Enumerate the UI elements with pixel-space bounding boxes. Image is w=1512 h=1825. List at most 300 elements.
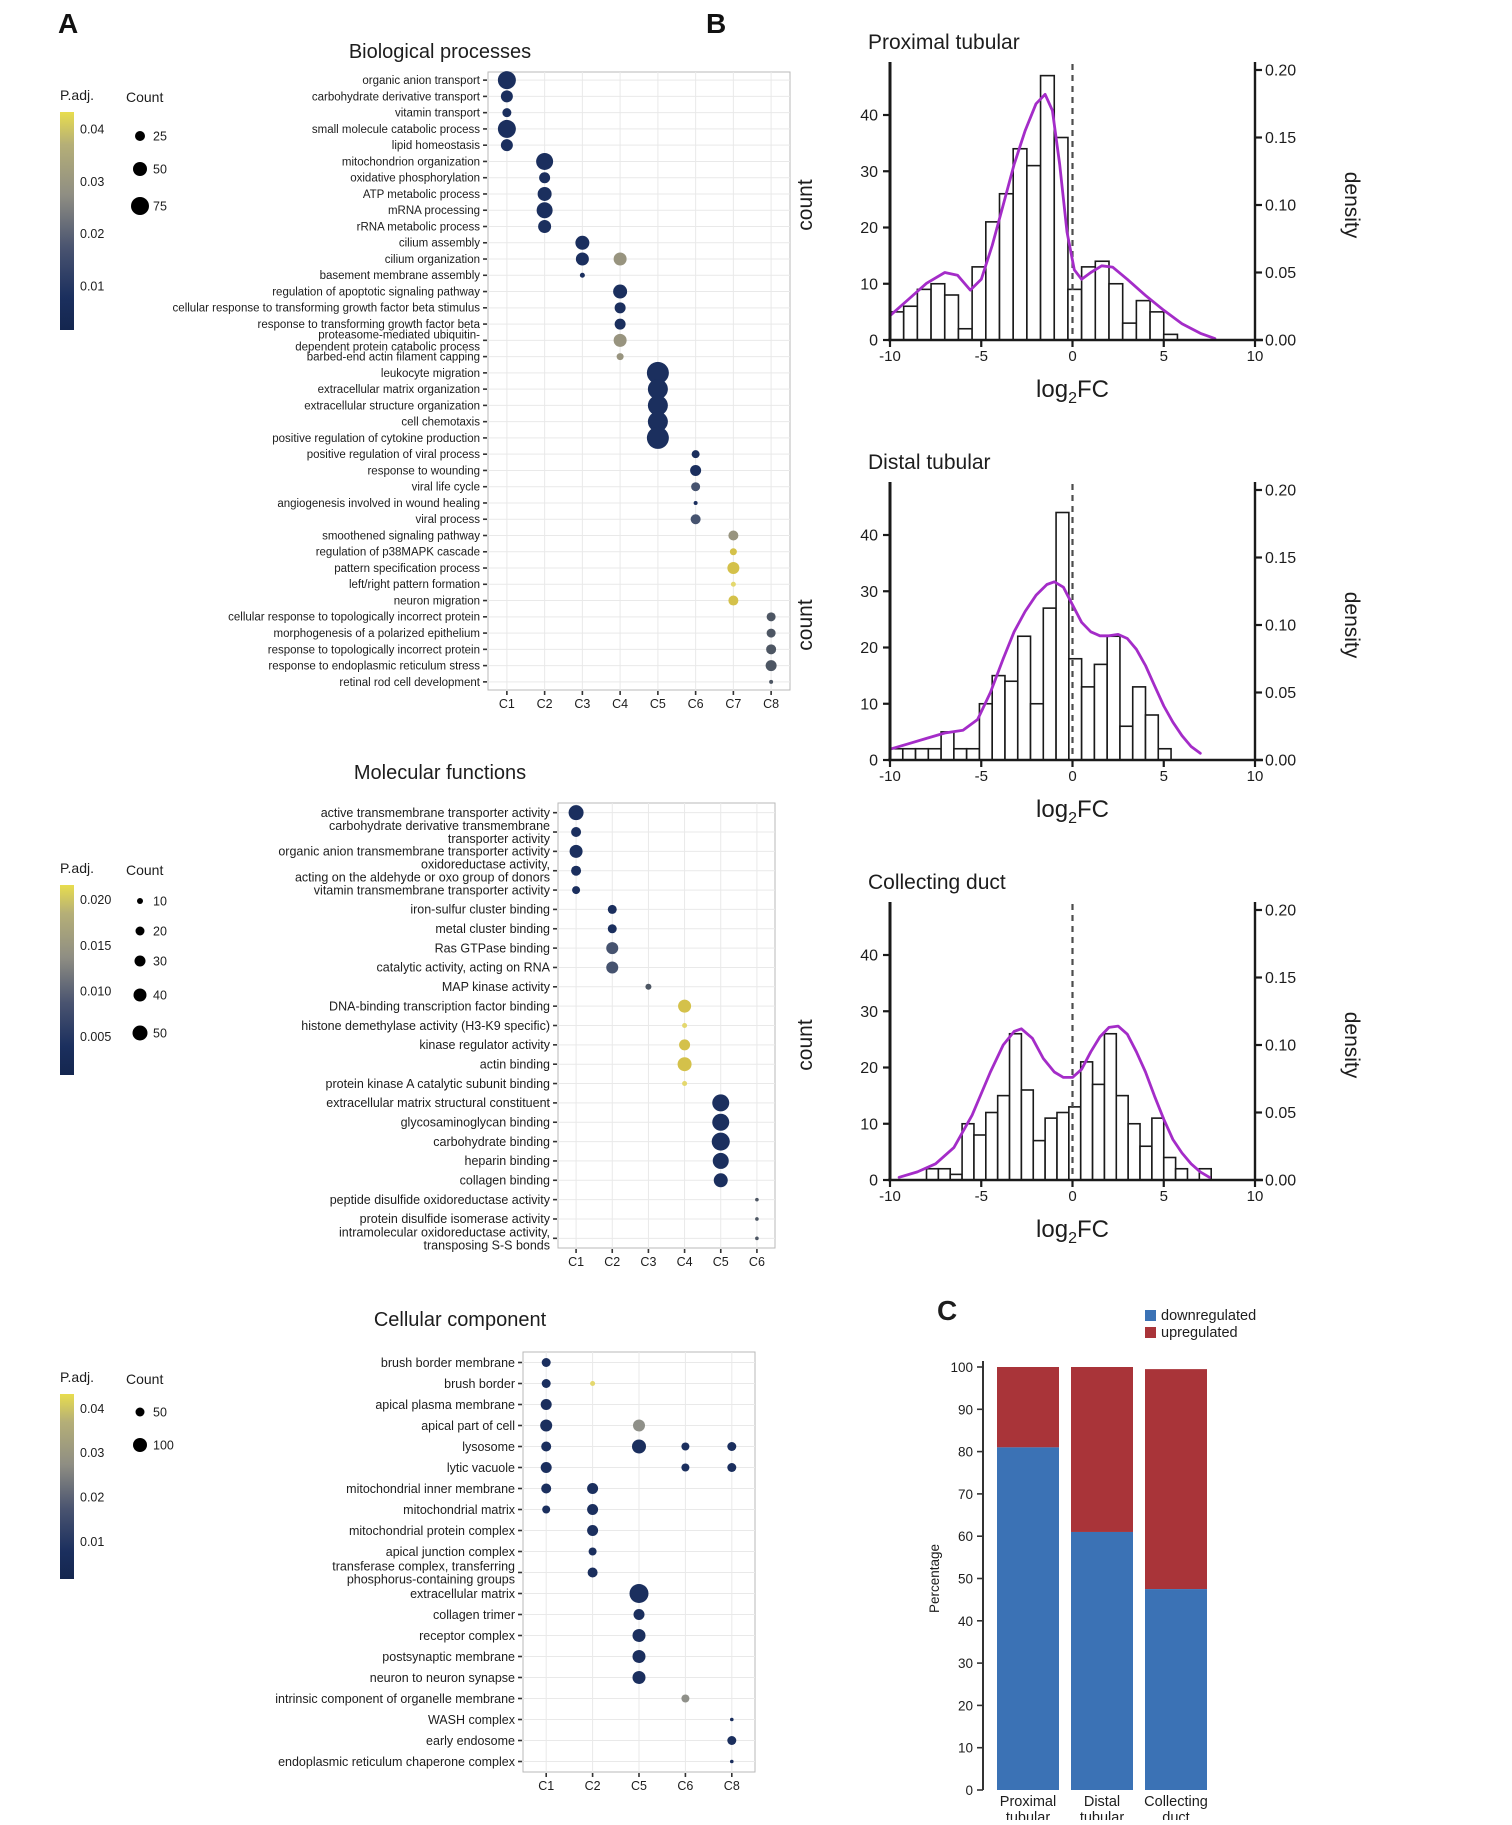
row-label: mitochondrial inner membrane: [346, 1481, 515, 1496]
bp-svg: [40, 26, 810, 740]
dot-C2: [539, 172, 550, 183]
col-label: C1: [498, 697, 515, 711]
count-legend-value: 30: [153, 954, 167, 969]
col-label: C2: [584, 1779, 601, 1793]
histogram-bar: [1013, 149, 1027, 340]
dot-C5: [630, 1584, 649, 1603]
density-tick-label: 0.00: [1265, 332, 1297, 350]
dot-C1: [570, 845, 583, 858]
padj-gradient-bar: [60, 1394, 74, 1579]
dot-C2: [587, 1525, 598, 1536]
histogram-bar: [904, 306, 918, 340]
y-tick-label: 10: [957, 1740, 973, 1756]
row-label: intrinsic component of organelle membrane: [275, 1691, 515, 1706]
dot-C7: [728, 596, 738, 606]
histogram-bar: [1043, 608, 1056, 760]
y-axis-title: count: [794, 1019, 817, 1071]
count-tick-label: 0: [869, 1172, 878, 1190]
dot-C1: [501, 90, 513, 102]
density-tick-label: 0.05: [1265, 1105, 1297, 1122]
panel-c-label: C: [937, 1295, 958, 1326]
x-tick-label: 5: [1159, 1188, 1168, 1205]
upregulated-bar: [1145, 1369, 1207, 1589]
histogram-bar: [1136, 301, 1150, 340]
count-tick-label: 10: [860, 696, 878, 714]
row-label: active transmembrane transporter activity: [320, 805, 550, 820]
histogram-bar: [1107, 636, 1120, 760]
row-label: mRNA processing: [387, 205, 480, 218]
histogram-bar: [1150, 312, 1164, 340]
row-label: transferase complex, transferring phosphorus-containing groups: [332, 1559, 515, 1587]
density-tick-label: 0.15: [1265, 130, 1297, 147]
dot-C3: [645, 984, 651, 990]
y-axis-title: count: [794, 599, 817, 651]
histogram-bar: [1133, 687, 1146, 760]
x-tick-label: 0: [1068, 1188, 1077, 1205]
padj-tick-label: 0.020: [80, 893, 112, 908]
dot-C1: [541, 1399, 552, 1410]
downregulated-bar: [997, 1447, 1059, 1790]
category-label: tubular: [1005, 1810, 1051, 1820]
col-label: C8: [723, 1779, 740, 1793]
density-tick-label: 0.15: [1265, 970, 1297, 987]
density-tick-label: 0.05: [1265, 685, 1297, 702]
row-label: apical plasma membrane: [375, 1397, 515, 1412]
collecting-svg: [760, 865, 1510, 1285]
histogram-bar: [967, 749, 980, 760]
dot-C4: [679, 1039, 690, 1050]
density-tick-label: 0.00: [1265, 752, 1297, 770]
dot-C6: [755, 1198, 759, 1202]
density-axis-title: density: [1340, 171, 1363, 239]
count-legend-dot: [136, 927, 145, 936]
y-tick-label: 50: [957, 1571, 973, 1587]
row-label: ATP metabolic process: [362, 188, 480, 201]
x-tick-label: 10: [1246, 768, 1264, 785]
density-tick-label: 0.15: [1265, 550, 1297, 567]
x-tick-label: 10: [1246, 348, 1264, 365]
dot-C1: [498, 120, 516, 138]
row-label: receptor complex: [419, 1628, 515, 1643]
row-label: lysosome: [462, 1439, 515, 1454]
histogram-bar: [1093, 1084, 1105, 1180]
density-tick-label: 0.20: [1265, 902, 1297, 920]
dot-C5: [632, 1440, 646, 1454]
dot-C6: [681, 1695, 689, 1703]
dot-C6: [691, 514, 701, 524]
histogram-bar: [931, 284, 945, 340]
dot-C5: [712, 1133, 730, 1151]
row-label: rRNA metabolic process: [356, 221, 480, 234]
count-legend-value: 50: [153, 162, 167, 177]
row-label: organic anion transport: [362, 75, 480, 88]
category-label: duct: [1162, 1810, 1190, 1820]
dot-C1: [541, 1484, 551, 1494]
row-label: collagen binding: [459, 1173, 550, 1188]
cc-svg: [40, 1292, 810, 1817]
row-label: actin binding: [479, 1057, 550, 1072]
histogram-bar: [972, 267, 986, 340]
row-label: response to endoplasmic reticulum stress: [268, 660, 480, 673]
col-label: C5: [631, 1779, 647, 1793]
histogram-bar: [903, 749, 916, 760]
col-label: C1: [538, 1779, 555, 1793]
padj-tick-label: 0.03: [80, 1446, 105, 1461]
category-label: Distal: [1083, 1794, 1121, 1810]
dot-C1: [501, 139, 513, 151]
row-label: brush border membrane: [380, 1355, 515, 1370]
dot-C8: [727, 1463, 736, 1472]
padj-tick-label: 0.005: [80, 1030, 112, 1044]
count-tick-label: 0: [869, 752, 878, 770]
padj-legend-title: P.adj.: [60, 860, 94, 876]
dot-C1: [541, 1462, 552, 1473]
x-tick-label: -10: [879, 768, 901, 785]
row-label: carbohydrate binding: [433, 1134, 550, 1149]
dot-C8: [730, 1718, 734, 1722]
col-label: C4: [612, 697, 629, 711]
padj-tick-label: 0.015: [80, 938, 112, 953]
dot-C6: [694, 501, 698, 505]
distal-svg: [760, 445, 1510, 865]
histogram-bar: [1146, 715, 1159, 760]
count-legend-value: 50: [153, 1405, 167, 1420]
histogram-bar: [1158, 749, 1171, 760]
dot-C1: [571, 866, 581, 876]
downregulated-bar: [1071, 1532, 1133, 1790]
dot-C4: [613, 285, 627, 299]
padj-tick-label: 0.01: [80, 1535, 105, 1549]
dot-C1: [541, 1442, 551, 1452]
upregulated-bar: [997, 1367, 1059, 1447]
dot-C2: [538, 187, 552, 201]
histogram-bar: [890, 312, 904, 340]
count-legend-value: 100: [153, 1438, 174, 1453]
row-label: cilium assembly: [398, 237, 480, 250]
dot-C6: [690, 465, 701, 476]
y-axis-title: count: [794, 179, 817, 231]
histogram-bar: [1031, 704, 1044, 760]
row-label: mitochondrial matrix: [403, 1502, 515, 1517]
row-label: MAP kinase activity: [441, 980, 550, 995]
dot-C5: [712, 1094, 729, 1111]
category-label: tubular: [1079, 1810, 1125, 1820]
count-tick-label: 40: [860, 527, 878, 545]
row-label: apical part of cell: [421, 1418, 515, 1433]
row-label: collagen trimer: [433, 1607, 515, 1622]
row-label: DNA-binding transcription factor binding: [329, 999, 550, 1014]
chart-title: Biological processes: [348, 41, 532, 63]
row-label: extracellular matrix organization: [317, 384, 480, 397]
histogram-bar: [1056, 513, 1069, 761]
histogram-bar: [938, 1169, 950, 1180]
count-legend-dot: [137, 898, 143, 904]
y-tick-label: 20: [957, 1698, 973, 1714]
downregulated-bar: [1145, 1589, 1207, 1790]
dot-C1: [542, 1379, 551, 1388]
count-legend-dot: [133, 1438, 147, 1452]
dot-C4: [615, 319, 626, 330]
row-label: organic anion transmembrane transporter activity: [278, 844, 550, 859]
histogram-bar: [954, 749, 967, 760]
col-label: C6: [677, 1779, 694, 1793]
row-label: mitochondrion organization: [341, 156, 480, 169]
row-label: small molecule catabolic process: [311, 123, 480, 136]
y-tick-label: 60: [957, 1529, 973, 1545]
histogram-bar: [1069, 1107, 1081, 1180]
count-legend-dot: [135, 956, 146, 967]
count-tick-label: 20: [860, 220, 878, 237]
row-label: morphogenesis of a polarized epithelium: [273, 627, 480, 640]
density-tick-label: 0.00: [1265, 1172, 1297, 1190]
dot-C2: [587, 1504, 598, 1515]
row-label: kinase regulator activity: [419, 1038, 550, 1053]
col-label: C3: [640, 1255, 657, 1269]
dot-C6: [755, 1217, 759, 1221]
x-tick-label: -5: [974, 348, 988, 365]
dot-C2: [608, 924, 617, 933]
dot-C2: [589, 1548, 597, 1556]
legend-label: downregulated: [1161, 1308, 1257, 1324]
row-label: intramolecular oxidoreductase activity, transposing S-S bonds: [339, 1225, 550, 1253]
dot-C3: [580, 273, 585, 278]
cellular-component-dotplot: [40, 1292, 810, 1817]
row-label: cell chemotaxis: [401, 416, 480, 429]
col-label: C6: [687, 697, 704, 711]
x-tick-label: 0: [1068, 768, 1077, 785]
count-legend-dot: [133, 1026, 148, 1041]
x-axis-title: $\log_2FC$: [1036, 796, 1109, 827]
panel-b-label: B: [706, 8, 727, 39]
histogram-bar: [1057, 1113, 1069, 1181]
row-label: neuron migration: [393, 595, 480, 608]
dot-C7: [727, 562, 739, 574]
row-label: lipid homeostasis: [391, 140, 480, 153]
row-label: carbohydrate derivative transport: [311, 91, 480, 104]
row-label: pattern specification process: [334, 562, 480, 575]
row-label: vitamin transmembrane transporter activity: [313, 883, 550, 898]
count-legend-title: Count: [126, 89, 164, 105]
x-tick-label: 0: [1068, 348, 1077, 365]
count-tick-label: 0: [869, 332, 878, 350]
histogram-bar: [1005, 681, 1018, 760]
x-tick-label: -10: [879, 348, 901, 365]
histogram-bar: [1140, 1146, 1152, 1180]
row-label: iron-sulfur cluster binding: [410, 902, 550, 917]
count-tick-label: 40: [860, 947, 878, 965]
row-label: response to topologically incorrect protein: [267, 644, 480, 657]
histogram-bar: [974, 1135, 986, 1180]
x-tick-label: -10: [879, 1188, 901, 1205]
dot-C2: [537, 202, 553, 218]
dot-C8: [727, 1442, 736, 1451]
dot-C2: [587, 1483, 598, 1494]
dot-C6: [755, 1237, 759, 1241]
collecting-duct-histogram: [760, 865, 1510, 1285]
density-tick-label: 0.05: [1265, 265, 1297, 282]
row-label: heparin binding: [464, 1154, 550, 1169]
padj-tick-label: 0.04: [80, 1401, 105, 1416]
dot-C2: [588, 1568, 598, 1578]
padj-gradient-bar: [60, 112, 74, 330]
count-legend-dot: [131, 197, 149, 215]
density-tick-label: 0.20: [1265, 62, 1297, 80]
dot-C4: [615, 302, 626, 313]
dot-C5: [633, 1671, 646, 1684]
histogram-bar: [1033, 1141, 1045, 1180]
x-tick-label: 10: [1246, 1188, 1264, 1205]
histogram-bar: [1095, 261, 1109, 340]
dot-C8: [727, 1736, 736, 1745]
mf-svg: [40, 745, 810, 1290]
row-label: early endosome: [426, 1733, 515, 1748]
dot-C4: [678, 1000, 691, 1013]
dot-C7: [728, 531, 738, 541]
row-label: protein disulfide isomerase activity: [359, 1212, 550, 1227]
padj-gradient-bar: [60, 885, 74, 1075]
row-label: apical junction complex: [385, 1544, 515, 1559]
y-axis-title: Percentage: [927, 1543, 942, 1614]
row-label: angiogenesis involved in wound healing: [277, 497, 480, 510]
x-tick-label: -5: [974, 768, 988, 785]
row-label: peptide disulfide oxidoreductase activity: [329, 1192, 550, 1207]
row-label: positive regulation of cytokine production: [272, 432, 480, 445]
dot-C1: [498, 71, 516, 89]
count-tick-label: 10: [860, 276, 878, 294]
histogram-bar: [928, 749, 941, 760]
pc-svg: [895, 1280, 1395, 1820]
row-label: lytic vacuole: [446, 1460, 515, 1475]
x-axis-title: $\log_2FC$: [1036, 1216, 1109, 1247]
y-tick-label: 40: [957, 1613, 973, 1629]
y-tick-label: 70: [957, 1486, 973, 1502]
histogram-bar: [890, 749, 903, 760]
col-label: C8: [763, 697, 780, 711]
count-legend-title: Count: [126, 862, 164, 878]
y-tick-label: 80: [957, 1444, 973, 1460]
density-tick-label: 0.20: [1265, 482, 1297, 500]
dot-C4: [617, 353, 624, 360]
chart-title: Collecting duct: [868, 871, 1006, 894]
dot-C2: [606, 942, 618, 954]
x-axis-title: $\log_2FC$: [1036, 376, 1109, 407]
dot-C7: [731, 582, 736, 587]
upregulated-bar: [1071, 1367, 1133, 1532]
dot-C5: [634, 1609, 645, 1620]
dot-C5: [713, 1153, 729, 1169]
count-legend-dot: [133, 162, 147, 176]
count-tick-label: 30: [860, 583, 878, 601]
count-legend-dot: [135, 131, 145, 141]
molecular-functions-dotplot: [40, 745, 810, 1290]
histogram-bar: [917, 289, 931, 340]
dot-C1: [572, 886, 580, 894]
row-label: retinal rod cell development: [339, 676, 480, 689]
row-label: protein kinase A catalytic subunit binding: [325, 1076, 550, 1091]
dot-C2: [590, 1381, 595, 1386]
legend-swatch-upregulated: [1145, 1327, 1156, 1338]
chart-title: Distal tubular: [868, 451, 991, 474]
count-legend-value: 25: [153, 129, 167, 144]
count-tick-label: 30: [860, 163, 878, 181]
dot-C4: [678, 1057, 692, 1071]
chart-title: Cellular component: [373, 1309, 547, 1331]
row-label: cilium organization: [384, 253, 480, 266]
x-tick-label: -5: [974, 1188, 988, 1205]
density-tick-label: 0.10: [1265, 617, 1297, 635]
count-legend-value: 20: [153, 924, 167, 939]
dot-C6: [692, 450, 700, 458]
proximal-tubular-histogram: [760, 25, 1510, 445]
legend-swatch-downregulated: [1145, 1310, 1156, 1321]
row-label: regulation of apoptotic signaling pathway: [272, 286, 480, 299]
dot-C2: [536, 153, 553, 170]
col-label: C2: [536, 697, 553, 711]
row-label: response to wounding: [367, 465, 480, 478]
plot-panel: [488, 72, 790, 690]
col-label: C6: [748, 1255, 765, 1269]
dot-C4: [682, 1081, 687, 1086]
histogram-bar: [1068, 289, 1082, 340]
row-label: extracellular structure organization: [304, 400, 480, 413]
col-label: C1: [568, 1255, 585, 1269]
count-legend-dot: [134, 989, 147, 1002]
col-label: C5: [712, 1255, 729, 1269]
x-tick-label: 5: [1159, 768, 1168, 785]
dot-C1: [502, 108, 511, 117]
col-label: C5: [649, 697, 666, 711]
histogram-bar: [986, 1113, 998, 1181]
histogram-bar: [1123, 323, 1137, 340]
dot-C5: [633, 1420, 645, 1432]
row-label: Ras GTPase binding: [434, 941, 550, 956]
padj-tick-label: 0.02: [80, 227, 105, 242]
padj-legend-title: P.adj.: [60, 87, 94, 103]
count-legend-dot: [136, 1408, 145, 1417]
y-tick-label: 100: [950, 1360, 973, 1375]
density-tick-label: 0.10: [1265, 197, 1297, 215]
density-axis-title: density: [1340, 591, 1363, 659]
dot-C7: [730, 548, 737, 555]
count-tick-label: 20: [860, 1060, 878, 1077]
dot-C8: [730, 1760, 734, 1764]
col-label: C7: [725, 697, 742, 711]
histogram-bar: [941, 732, 954, 760]
histogram-bar: [1018, 636, 1031, 760]
histogram-bar: [1010, 1034, 1022, 1180]
count-legend-title: Count: [126, 1371, 164, 1387]
row-label: smoothened signaling pathway: [322, 530, 480, 543]
row-label: WASH complex: [427, 1712, 515, 1727]
dot-C1: [540, 1420, 552, 1432]
histogram-bar: [1082, 687, 1095, 760]
histogram-bar: [1128, 1124, 1140, 1180]
row-label: cellular response to transforming growth factor beta stimulus: [172, 302, 480, 315]
row-label: basement membrane assembly: [319, 270, 480, 283]
dot-C5: [714, 1173, 728, 1187]
density-tick-label: 0.10: [1265, 1037, 1297, 1055]
padj-legend-title: P.adj.: [60, 1369, 94, 1385]
row-label: postsynaptic membrane: [382, 1649, 515, 1664]
count-legend-value: 75: [153, 199, 167, 214]
category-label: Proximal: [999, 1794, 1057, 1810]
legend-label: upregulated: [1161, 1325, 1238, 1341]
dot-C3: [576, 253, 589, 266]
histogram-bar: [1069, 659, 1082, 760]
histogram-bar: [927, 1169, 939, 1180]
row-label: oxidative phosphorylation: [350, 172, 480, 185]
row-label: oxidoreductase activity, acting on the aldehyde or oxo group of donors: [294, 857, 550, 885]
